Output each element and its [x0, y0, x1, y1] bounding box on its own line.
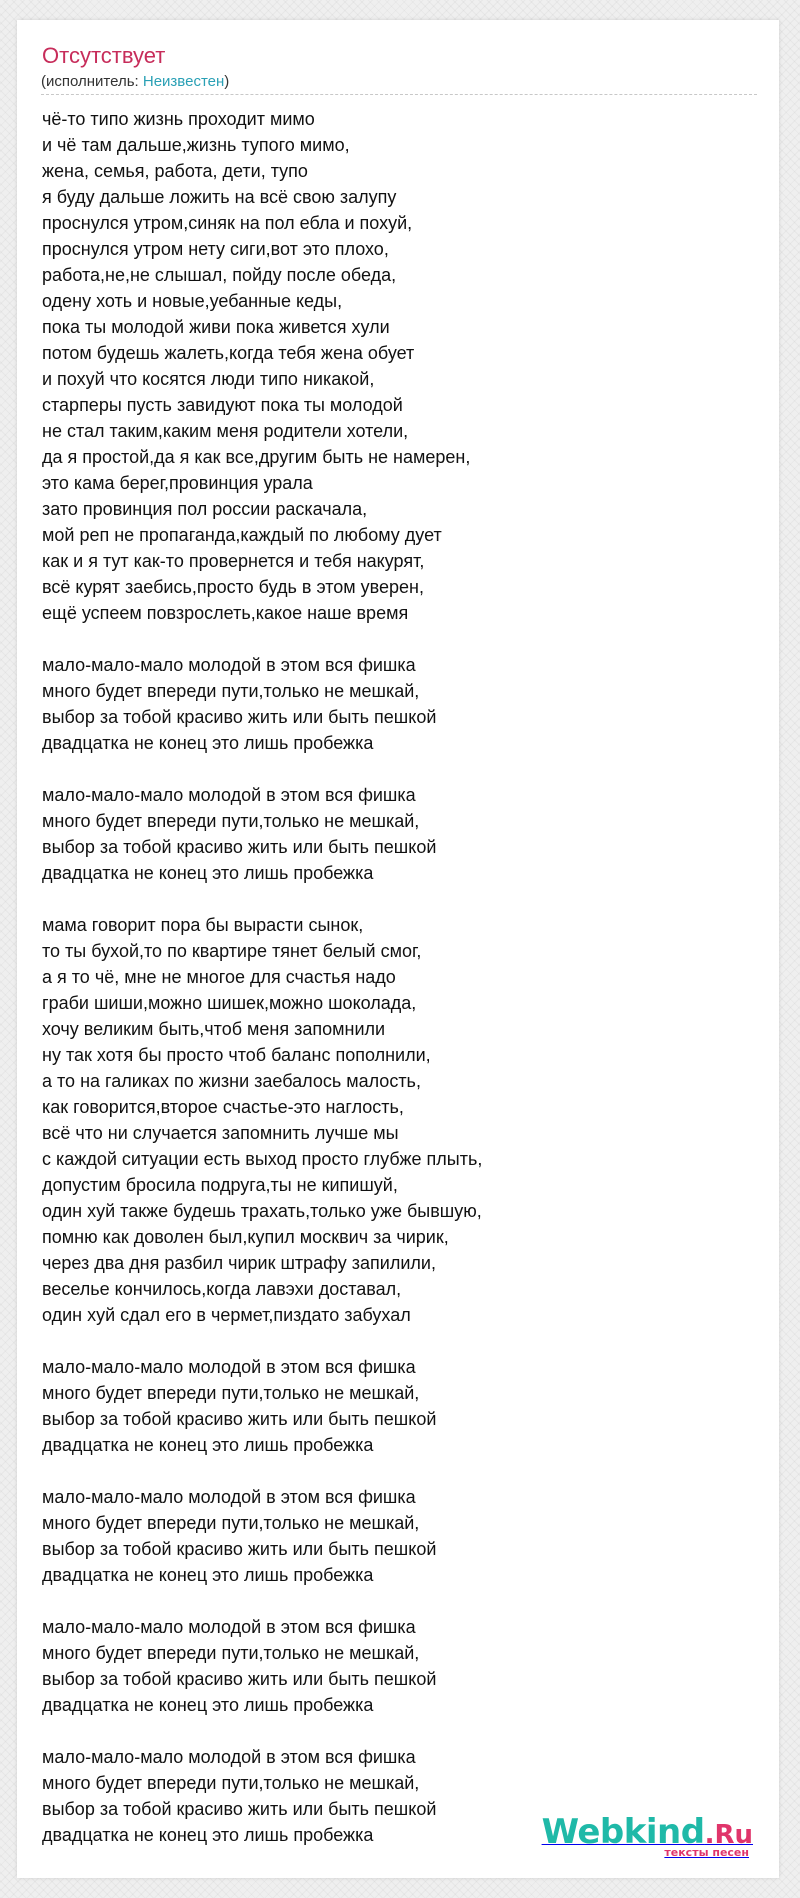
lyrics-text: чё-то типо жизнь проходит мимо и чё там дальше,жизнь тупого мимо, жена, семья, работа, дети, тупо я буду дальше ложить на всё свою залупу проснулся утром,синяк на пол ебла и похуй, проснулся утром нету сиги,вот это плохо, работа,не,не слышал, пойду после обеда, одену хоть и новые,уебанные кеды, пока ты молодой живи пока живется хули потом будешь жалеть,когда тебя жена обует и похуй что косятся люди типо никакой, старперы пусть завидуют пока ты молодой не стал таким,каким меня родители хотели, да я простой,да я как все,другим быть не намерен, это кама берег,провинция урала зато провинция пол россии раскачала, мой реп не пропаганда,каждый по любому дует как и я тут как-то провернется и тебя накурят, всё курят заебись,просто будь в этом уверен, ещё успеем повзрослеть,какое наше время мало-мало-мало молодой в этом вся фишка много будет впереди пути,только не мешкай, выбор за тобой красиво жить или быть пешкой двадцатка не конец это лишь пробежка мало-мало-мало молодой в этом вся фишка много будет впереди пути,только не мешкай, выбор за тобой красиво жить или быть пешкой двадцатка не конец это лишь пробежка мама говорит пора бы вырасти сынок, то ты бухой,то по квартире тянет белый смог, а я то чё, мне не многое для счастья надо граби шиши,можно шишек,можно шоколада, хочу великим быть,чтоб меня запомнили ну так хотя бы просто чтоб баланс пополнили, а то на галиках по жизни заебалось малость, как говорится,второе счастье-это наглость, всё что ни случается запомнить лучше мы с каждой ситуации есть выход просто глубже плыть, допустим бросила подруга,ты не кипишуй, один хуй также будешь трахать,только уже бывшую, помню как доволен был,купил москвич за чирик, через два дня разбил чирик штрафу запилили, веселье кончилось,когда лавэхи доставал, один хуй сдал его в чермет,пиздато забухал мало-мало-мало молодой в этом вся фишка много будет впереди пути,только не мешкай, выбор за тобой красиво жить или быть пешкой двадцатка не конец это лишь пробежка мало-мало-мало молодой в этом вся фишка много будет впереди пути,только не мешкай, выбор за тобой красиво жить или быть пешкой двадцатка не конец это лишь пробежка мало-мало-мало молодой в этом вся фишка много будет впереди пути,только не мешкай, выбор за тобой красиво жить или быть пешкой двадцатка не конец это лишь пробежка мало-мало-мало молодой в этом вся фишка много будет впереди пути,только не мешкай, выбор за тобой красиво жить или быть пешкой двадцатка не конец это лишь пробежка — [42, 109, 483, 1845]
logo-tagline: тексты песен — [664, 1846, 749, 1859]
song-title: Отсутствует — [42, 43, 166, 68]
header-divider — [41, 94, 757, 95]
artist-link[interactable]: Неизвестен — [142, 73, 225, 90]
artist-line — [41, 72, 229, 92]
artist-suffix: ) — [224, 73, 230, 90]
site-logo[interactable] — [541, 1812, 753, 1859]
lyrics-card — [17, 20, 779, 1878]
artist-prefix: (исполнитель: — [41, 73, 143, 90]
logo-wordmark: Webkind — [541, 1812, 705, 1852]
logo-domain: .Ru — [704, 1820, 753, 1850]
